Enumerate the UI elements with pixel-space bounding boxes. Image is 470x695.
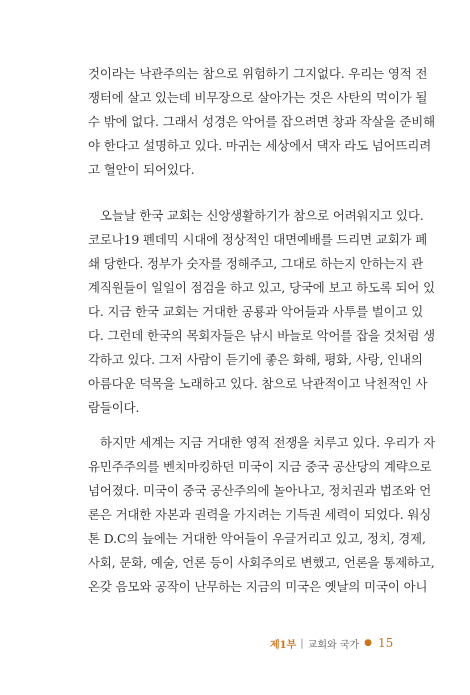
paragraph-1 [88, 62, 435, 182]
text-line: 하지만 세계는 지금 거대한 영적 전쟁을 치루고 있다. 우리가 자 [100, 435, 436, 450]
part-label: 제1부 [270, 639, 297, 651]
text-line: 다. 지금 한국 교회는 거대한 공룡과 악어들과 사투를 벌이고 있 [88, 304, 424, 319]
page-footer [270, 634, 400, 652]
paragraph-3 [88, 431, 436, 599]
text-line: 다. 그런데 한국의 목회자들은 낚시 바늘로 악어를 잡을 것처럼 생 [88, 328, 435, 343]
text-line: 넘어졌다. 미국이 중국 공산주의에 놀아나고, 정치권과 법조와 언 [88, 483, 432, 498]
text-line: 오늘날 한국 교회는 신앙생활하기가 참으로 어려워지고 있다. [100, 208, 424, 223]
text-line: 계직원들이 일일이 점검을 하고 있고, 당국에 보고 하도록 되어 있 [88, 280, 435, 295]
text-line: 수 밖에 없다. 그래서 성경은 악어를 잡으려면 창과 작살을 준비해 [88, 114, 435, 129]
text-line: 야 한다고 설명하고 있다. 마귀는 세상에서 댁자 라도 넘어뜨리려 [88, 138, 432, 153]
text-line: 온갖 음모와 공작이 난무하는 지금의 미국은 옛날의 미국이 아니 [88, 579, 428, 594]
footer-separator: | [300, 637, 304, 649]
text-line: 유민주주의를 벤치마킹하던 미국이 지금 중국 공산당의 계략으로 [88, 459, 432, 474]
bullet-icon: ● [364, 638, 372, 648]
chapter-title: 교회와 국가 [307, 639, 360, 651]
text-line: 람들이다. [88, 400, 140, 415]
text-line: 쇄 당한다. 정부가 숫자를 정해주고, 그대로 하는지 안하는지 관 [88, 256, 424, 271]
text-line: 코로나19 펜데믹 시대에 정상적인 대면예배를 드리면 교회가 폐 [88, 232, 428, 247]
text-line: 것이라는 낙관주의는 참으로 위험하기 그지없다. 우리는 영적 전 [88, 66, 428, 81]
text-line: 각하고 있다. 그저 사람이 듣기에 좋은 화해, 평화, 사랑, 인내의 [88, 352, 423, 367]
text-line: 쟁터에 살고 있는데 비무장으로 살아가는 것은 사탄의 먹이가 될 [88, 90, 428, 105]
paragraph-2 [88, 204, 435, 420]
text-line: 론은 거대한 자본과 권력을 가지려는 기득권 세력이 되었다. 워싱 [88, 507, 432, 522]
text-line: 사회, 문화, 예술, 언론 등이 사회주의로 변했고, 언론을 통제하고, [88, 555, 435, 570]
text-line: 아름다운 덕목을 노래하고 있다. 참으로 낙관적이고 낙천적인 사 [88, 376, 428, 391]
page-number: 15 [378, 636, 394, 650]
text-line: 고 혈안이 되어있다. [88, 162, 195, 177]
text-line: 톤 D.C의 늪에는 거대한 악어들이 우글거리고 있고, 정치, 경제, [88, 531, 426, 546]
